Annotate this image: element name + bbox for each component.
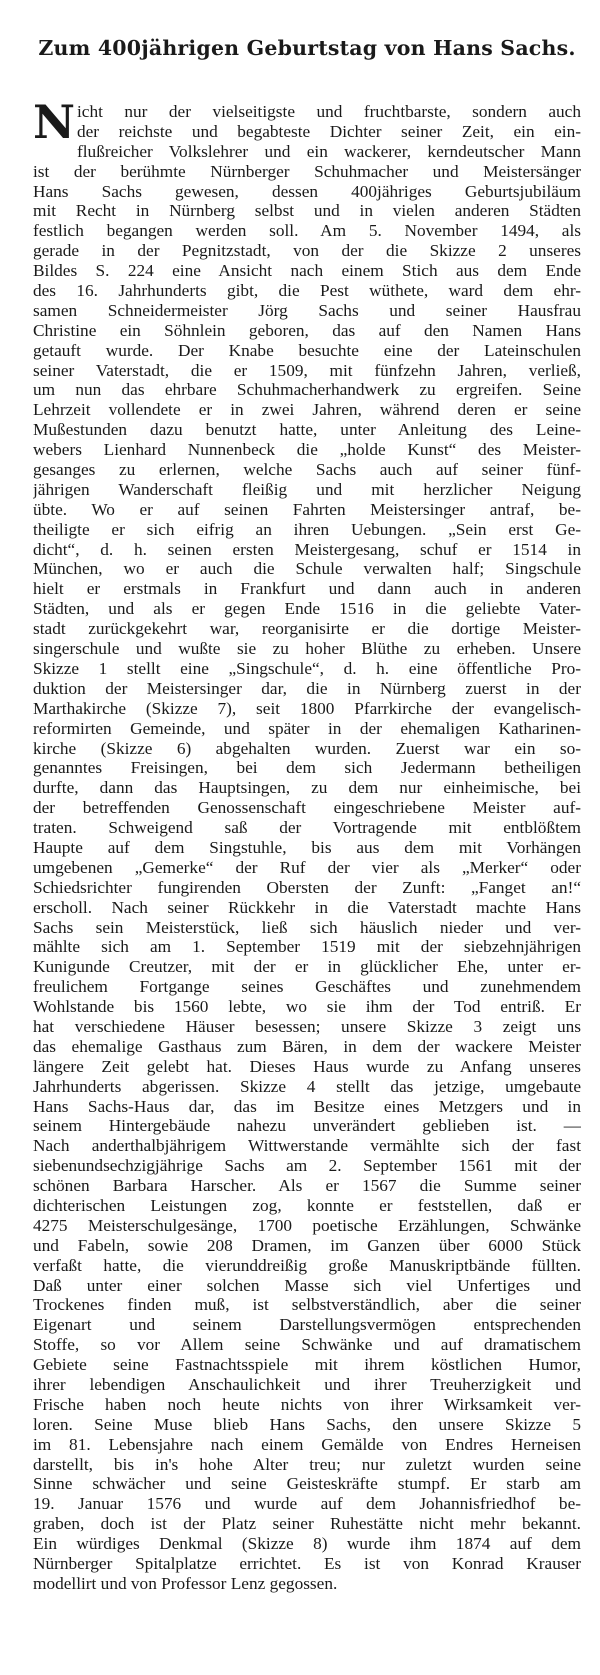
drop-cap: N: [33, 95, 76, 149]
article-line: Stoffe, so vor Allem seine Schwänke und auf dramatischem: [33, 1335, 581, 1355]
article-line: Wohlstande bis 1560 lebte, wo sie ihm der Tod entriß. Er: [33, 997, 581, 1017]
article-line: theiligte er sich eifrig an ihren Uebungen. „Sein erst Ge-: [33, 519, 581, 539]
article-line: loren. Seine Muse blieb Hans Sachs, den unsere Skizze 5: [33, 1414, 581, 1434]
article-line: mählte sich am 1. September 1519 mit der siebzehnjährigen: [33, 937, 581, 957]
article-line: schönen Barbara Harscher. Als er 1567 die Summe seiner: [33, 1176, 581, 1196]
newspaper-page: [33, 30, 581, 1594]
article-line: und Fabeln, sowie 208 Dramen, im Ganzen über 6000 Stück: [33, 1235, 581, 1255]
article-line: der reichste und begabteste Dichter seiner Zeit, ein ein-: [77, 121, 581, 141]
article-line: flußreicher Volkslehrer und ein wackerer, kerndeutscher Mann: [77, 141, 581, 161]
article-line: reformirten Gemeinde, und später in der ehemaligen Katharinen-: [33, 718, 581, 738]
article-line: festlich begangen werden soll. Am 5. November 1494, als: [33, 221, 581, 241]
article-line: Eigenart und seinem Darstellungsvermögen entsprechenden: [33, 1315, 581, 1335]
article-line: Sinne schwächer und seine Geisteskräfte stumpf. Er starb am: [33, 1474, 581, 1494]
article-line: das ehemalige Gasthaus zum Bären, in dem der wackere Meister: [33, 1036, 581, 1056]
article-line: seiner Vaterstadt, die er 1509, mit fünfzehn Jahren, verließ,: [33, 360, 581, 380]
article-line: getauft wurde. Der Knabe besuchte eine der Lateinschulen: [33, 340, 581, 360]
article-line: Daß unter einer solchen Masse sich viel Unfertiges und: [33, 1275, 581, 1295]
article-line: Bildes S. 224 eine Ansicht nach einem Stich aus dem Ende: [33, 261, 581, 281]
article-line: Nürnberger Spitalplatze errichtet. Es ist von Konrad Krauser: [33, 1554, 581, 1574]
article-line: Schiedsrichter fungirenden Obersten der Zunft: „Fanget an!“: [33, 877, 581, 897]
article-line: der betreffenden Genossenschaft eingeschriebene Meister auf-: [33, 798, 581, 818]
article-body: [33, 95, 581, 1594]
article-line: 4275 Meisterschulgesänge, 1700 poetische Erzählungen, Schwänke: [33, 1215, 581, 1235]
article-line: Skizze 1 stellt eine „Singschule“, d. h. eine öffentliche Pro-: [33, 658, 581, 678]
article-line: Kunigunde Creutzer, mit der er in glücklicher Ehe, unter er-: [33, 957, 581, 977]
article-line: Nach anderthalbjährigem Wittwerstande vermählte sich der fast: [33, 1136, 581, 1156]
article-line: modellirt und von Professor Lenz gegossen.: [33, 1573, 338, 1593]
article-line: umgebenen „Gemerke“ der Ruf der vier als „Merker“ oder: [33, 857, 581, 877]
article-line: samen Schneidermeister Jörg Sachs und seiner Hausfrau: [33, 300, 581, 320]
article-line: genanntes Freisingen, bei dem sich Jedermann betheiligen: [33, 758, 581, 778]
article-line: gesanges zu erlernen, welche Sachs auch auf seiner fünf-: [33, 460, 581, 480]
article-headline: Zum 400jährigen Geburtstag von Hans Sachs.: [38, 36, 576, 60]
article-line: München, wo er auch die Schule verwalten half; Singschule: [33, 559, 581, 579]
article-line: freulichem Fortgange seines Geschäftes und zunehmendem: [33, 977, 581, 997]
article-line: graben, doch ist der Platz seiner Ruhestätte nicht mehr bekannt.: [33, 1514, 581, 1534]
article-line: 19. Januar 1576 und wurde auf dem Johannisfriedhof be-: [33, 1494, 581, 1514]
article-line: icht nur der vielseitigste und fruchtbarste, sondern auch: [77, 102, 581, 121]
article-line: Mußestunden dazu benutzt hatte, unter Anleitung des Leine-: [33, 420, 581, 440]
article-line: stadt zurückgekehrt war, reorganisirte er die dortige Meister-: [33, 619, 581, 639]
article-line: übte. Wo er auf seinen Fahrten Meistersinger antraf, be-: [33, 499, 581, 519]
article-line: dicht“, d. h. seinen ersten Meistergesang, schuf er 1514 in: [33, 539, 581, 559]
article-line: jährigen Wanderschaft fleißig und mit herzlicher Neigung: [33, 479, 581, 499]
article-line: Ein würdiges Denkmal (Skizze 8) wurde ihm 1874 auf dem: [33, 1534, 581, 1554]
article-line: hat verschiedene Häuser besessen; unsere Skizze 3 zeigt uns: [33, 1016, 581, 1036]
article-line: Städten, und als er gegen Ende 1516 in die geliebte Vater-: [33, 599, 581, 619]
article-line: seinem Hintergebäude nahezu unverändert geblieben ist. —: [33, 1116, 581, 1136]
article-line: erscholl. Nach seiner Rückkehr in die Vaterstadt machte Hans: [33, 897, 581, 917]
article-line: singerschule und wußte sie zu hoher Blüthe zu erheben. Unsere: [33, 639, 581, 659]
article-line: Frische haben noch heute nichts von ihrer Wirksamkeit ver-: [33, 1394, 581, 1414]
article-line: um nun das ehrbare Schuhmacherhandwerk zu ergreifen. Seine: [33, 380, 581, 400]
article-line: Marthakirche (Skizze 7), seit 1800 Pfarrkirche der evangelisch-: [33, 698, 581, 718]
article-line: Christine ein Söhnlein geboren, das auf den Namen Hans: [33, 320, 581, 340]
article-line: ihrer lebendigen Anschaulichkeit und ihrer Treuherzigkeit und: [33, 1375, 581, 1394]
article-line: mit Recht in Nürnberg selbst und in vielen anderen Städten: [33, 201, 581, 221]
article-line: Gebiete seine Fastnachtsspiele mit ihrem köstlichen Humor,: [33, 1355, 581, 1375]
article-line: gerade in der Pegnitzstadt, von der die Skizze 2 unseres: [33, 241, 581, 261]
article-line: duktion der Meistersinger dar, die in Nürnberg zuerst in der: [33, 678, 581, 698]
article-line: längere Zeit gelebt hat. Dieses Haus wurde zu Anfang unseres: [33, 1056, 581, 1076]
article-line: traten. Schweigend saß der Vortragende mit entblößtem: [33, 818, 581, 838]
article-line: Trockenes finden muß, ist selbstverständlich, aber die seiner: [33, 1295, 581, 1315]
article-line: kirche (Skizze 6) abgehalten wurden. Zuerst war ein so-: [33, 738, 581, 758]
article-line: Haupte auf dem Singstuhle, bis aus dem mit Vorhängen: [33, 837, 581, 857]
article-line: darstellt, bis in's hohe Alter treu; nur zuletzt wurden seine: [33, 1454, 581, 1474]
article-line: webers Lienhard Nunnenbeck die „holde Kunst“ des Meister-: [33, 440, 581, 460]
article-line: hielt er erstmals in Frankfurt und dann auch in anderen: [33, 579, 581, 599]
article-line: ist der berühmte Nürnberger Schuhmacher und Meistersänger: [33, 161, 581, 181]
article-line: des 16. Jahrhunderts gibt, die Pest wüthete, ward dem ehr-: [33, 281, 581, 301]
article-line: im 81. Lebensjahre nach einem Gemälde von Endres Herneisen: [33, 1434, 581, 1454]
article-line: verfaßt hatte, die vierunddreißig große Manuskriptbände füllten.: [33, 1255, 581, 1275]
article-line: Jahrhunderts abgerissen. Skizze 4 stellt das jetzige, umgebaute: [33, 1076, 581, 1096]
article-line: Hans Sachs gewesen, dessen 400jähriges Geburtsjubiläum: [33, 181, 581, 201]
article-line: dichterischen Leistungen zog, konnte er feststellen, daß er: [33, 1195, 581, 1215]
article-line: durfte, dann das Hauptsingen, zu dem nur einheimische, bei: [33, 778, 581, 798]
article-line: Hans Sachs-Haus dar, das im Besitze eines Metzgers und in: [33, 1096, 581, 1116]
article-line: siebenundsechzigjährige Sachs am 2. September 1561 mit der: [33, 1156, 581, 1176]
article-line: Sachs sein Meisterstück, ließ sich häuslich nieder und ver-: [33, 917, 581, 937]
article-line: Lehrzeit vollendete er in zwei Jahren, während deren er seine: [33, 400, 581, 420]
